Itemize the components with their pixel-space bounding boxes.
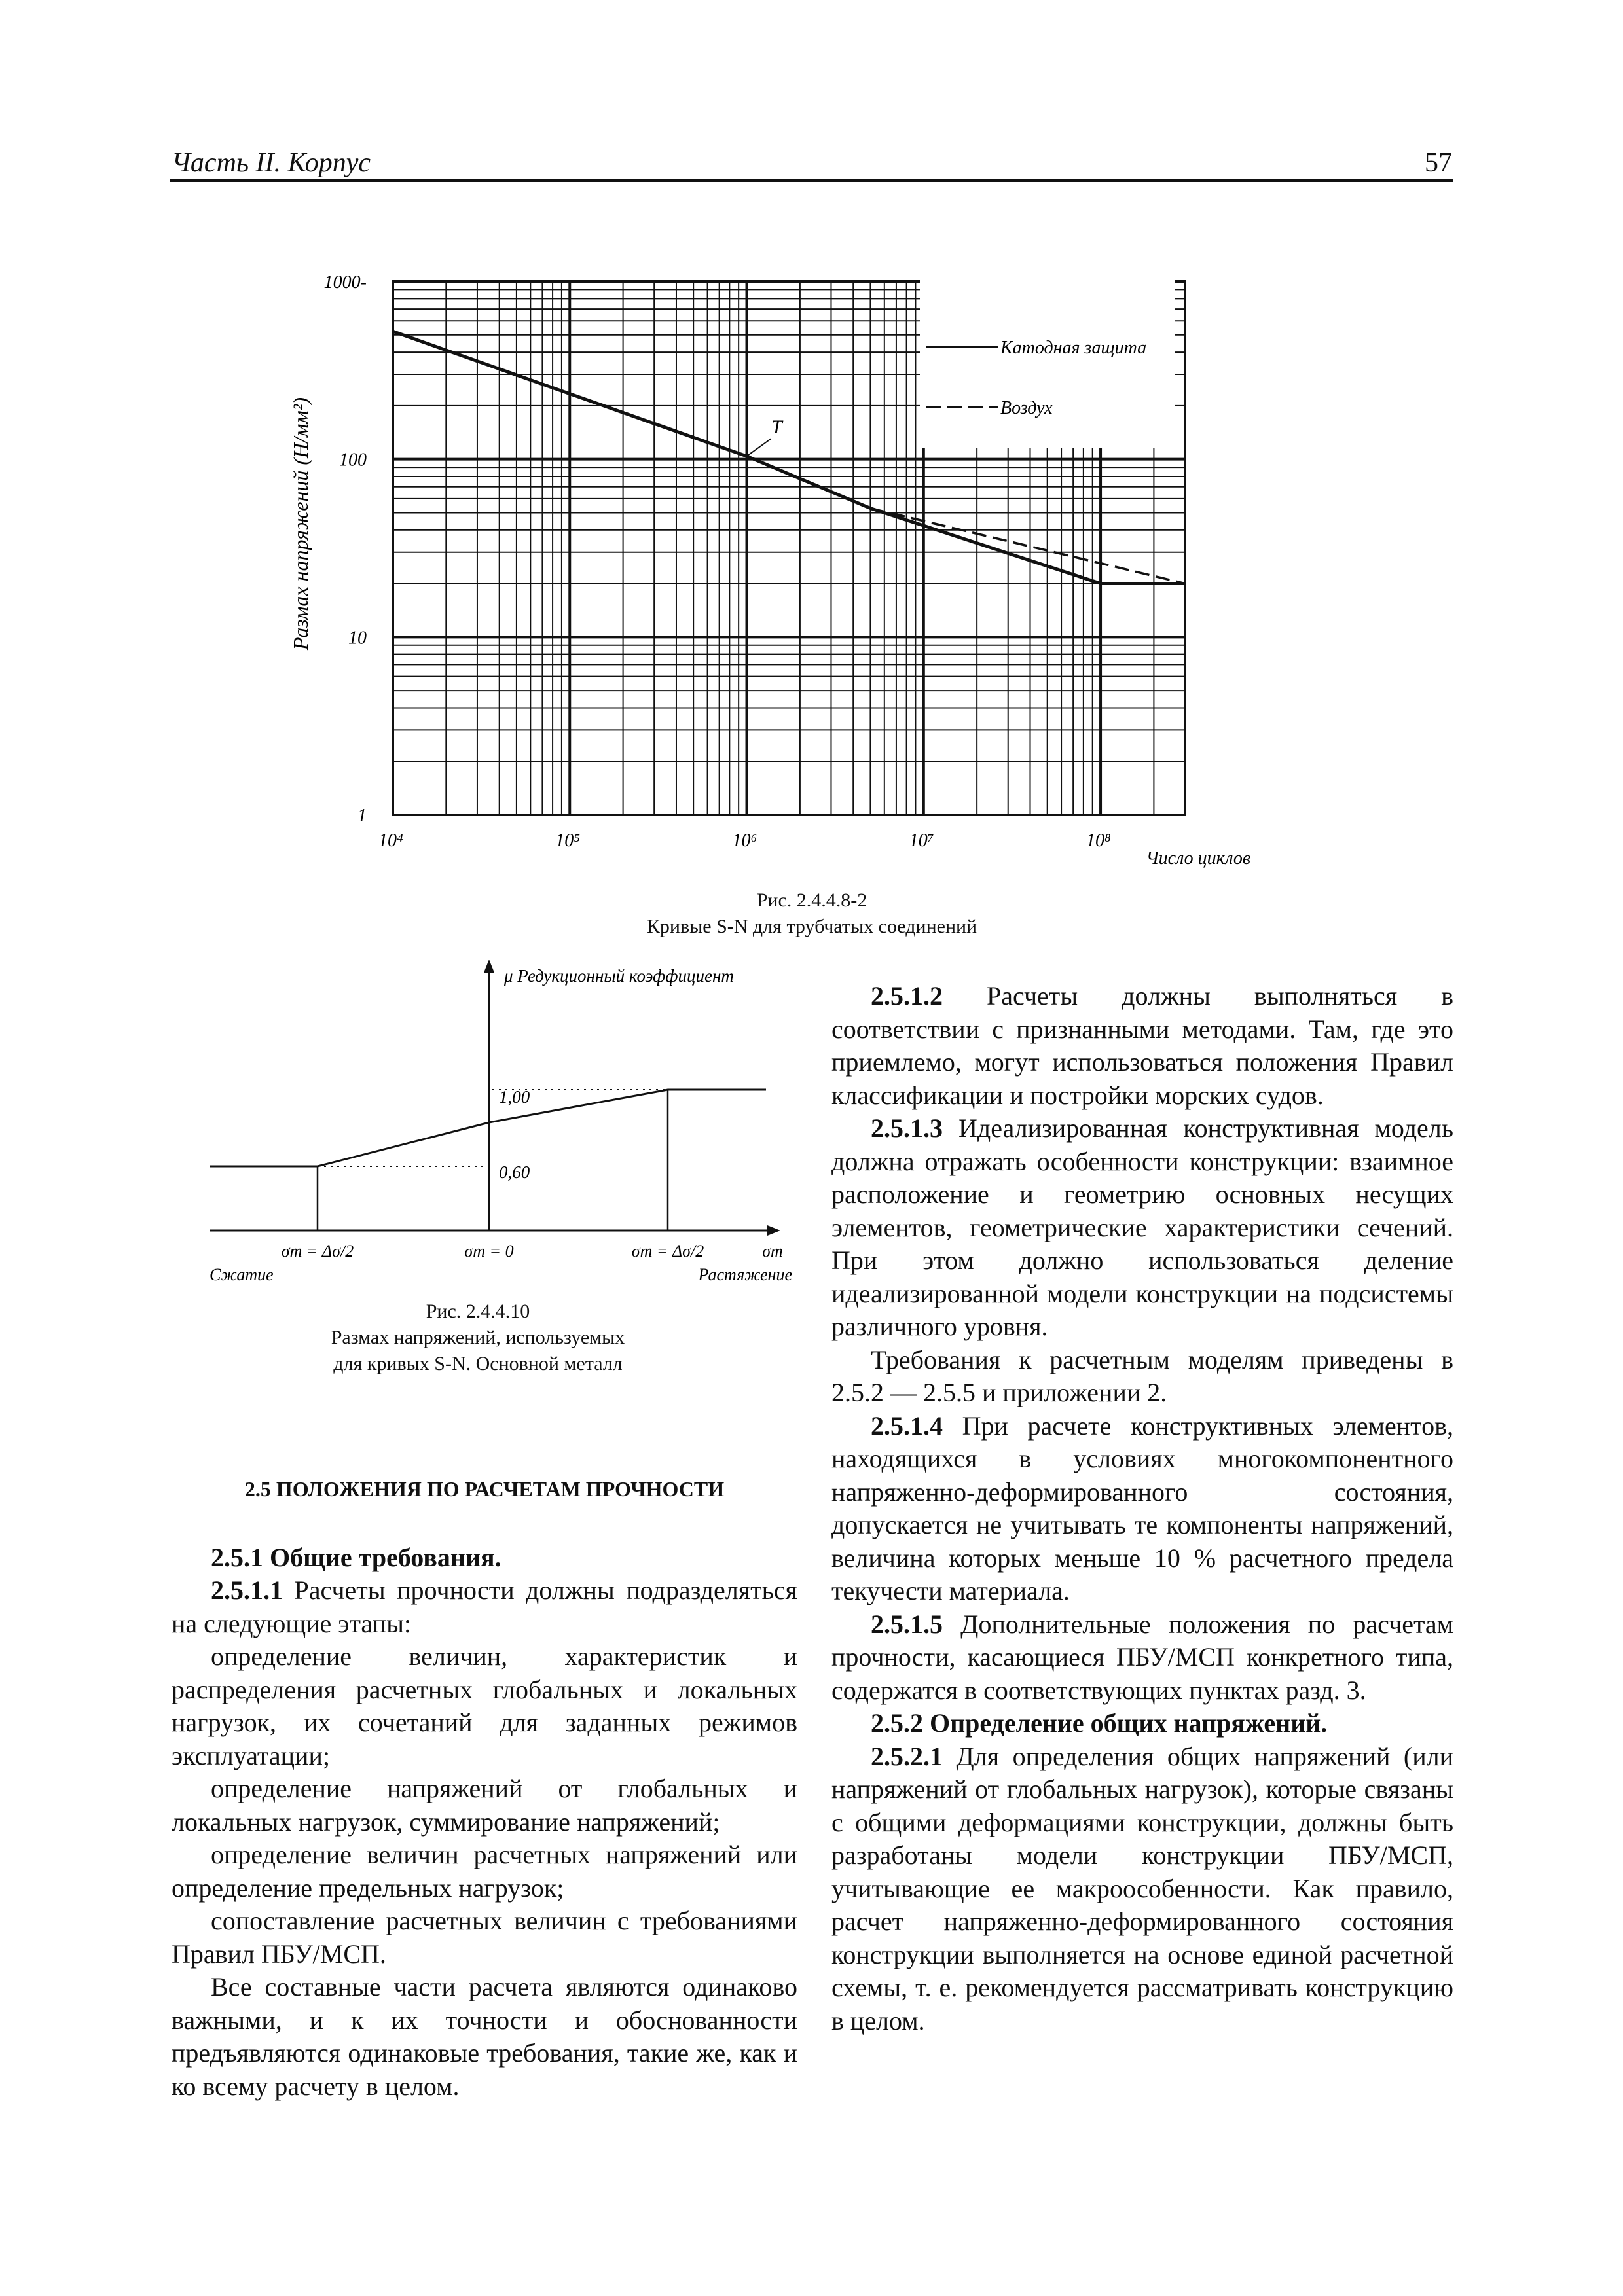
legend-item-cathodic: Катодная защита: [1000, 338, 1147, 358]
reduction-diagram: [196, 956, 812, 1296]
value-060: 0,60: [499, 1162, 530, 1182]
paragraph-2-5-1-1: 2.5.1.1 Расчеты прочности должны подразделяться на следующие этапы:: [172, 1575, 797, 1638]
running-header: Часть II. Корпус: [172, 148, 371, 178]
list-item-2: определение напряжений от глобальных и локальных нагрузок, суммирование напряжений;: [172, 1774, 797, 1837]
paragraph-requirements: Требования к расчетным моделям приведены в 2.5.2 — 2.5.5 и приложении 2.: [831, 1344, 1453, 1407]
x-label-zero: σm = 0: [464, 1242, 514, 1261]
y-tick-label: 1000-: [323, 272, 367, 293]
mu-curve: [210, 1090, 766, 1166]
y-tick-label: 100: [339, 450, 367, 471]
y-axis-label: Размах напряжений (Н/мм²): [289, 397, 312, 651]
legend-item-air: Воздух: [1000, 398, 1053, 418]
right-column: [831, 980, 1453, 2037]
paragraph-2-5-1-3: 2.5.1.3 Идеализированная конструктивная модель должна отражать особенности конструкции: взаимное расположение и геометрию основных несущих элементов, геометрические характеристики сечений. При этом должно использоваться деление идеализированной модели конструкции на подсистемы различного уровня.: [831, 1113, 1453, 1341]
value-100: 1,00: [499, 1087, 530, 1107]
list-item-1: определение величин, характеристик и распределения расчетных глобальных и локальных нагрузок, их сочетаний для заданных режимов эксплуатации;: [172, 1641, 797, 1770]
legend-box: [920, 279, 1175, 448]
subsection-2-5-2: 2.5.2 Определение общих напряжений.: [871, 1708, 1328, 1738]
figure1-caption-title: Кривые S-N для трубчатых соединений: [646, 916, 977, 937]
list-item-3: определение величин расчетных напряжений или определение предельных нагрузок;: [172, 1840, 797, 1903]
paragraph-2-5-1-2: 2.5.1.2 Расчеты должны выполняться в соответствии с признанными методами. Там, где это приемлемо, могут использоваться положения Правил классификации и постройки морских судов.: [831, 981, 1453, 1110]
x-label-pos: σm = Δσ/2: [631, 1242, 704, 1261]
x-axis-symbol: σm: [762, 1242, 783, 1261]
mu-axis-label: μ Редукционный коэффициент: [504, 966, 734, 986]
sigma-axis-arrow: [767, 1225, 780, 1236]
x-tick-label: 10⁷: [909, 831, 934, 851]
paragraph-2-5-1-4: 2.5.1.4 При расчете конструктивных элементов, находящихся в условиях многокомпонентного напряженно-деформированного состояния, допускается не учитывать те компоненты напряжений, величина которых меньше 10 % расчетного предела текучести материала.: [831, 1410, 1453, 1605]
subsection-2-5-1: 2.5.1 Общие требования.: [211, 1542, 501, 1572]
left-column: [172, 1473, 797, 2103]
point-annotation: T: [771, 416, 782, 438]
x-tick-label: 10⁸: [1086, 831, 1111, 851]
x-tick-label: 10⁴: [378, 831, 403, 851]
list-item-4: сопоставление расчетных величин с требованиями Правил ПБУ/МСП.: [172, 1906, 797, 1969]
series-line-1: [870, 509, 1185, 584]
paragraph-all-parts: Все составные части расчета являются одинаково важными, и к их точности и обоснованности предъявляются одинаковые требования, такие же, как и ко всему расчету в целом.: [172, 1972, 797, 2101]
y-tick-label: 1: [357, 806, 367, 826]
tension-label: Растяжение: [698, 1265, 792, 1284]
x-tick-label: 10⁶: [732, 831, 757, 851]
figure2-caption-number: Рис. 2.4.4.10: [426, 1300, 530, 1322]
x-label-neg: σm = Δσ/2: [281, 1242, 354, 1261]
figure1-caption-number: Рис. 2.4.4.8-2: [756, 889, 867, 911]
x-axis-label: Число циклов: [1146, 848, 1250, 869]
figure2-caption-line3: для кривых S-N. Основной металл: [333, 1353, 623, 1374]
annotation-leader: [747, 439, 771, 456]
section-title: 2.5 ПОЛОЖЕНИЯ ПО РАСЧЕТАМ ПРОЧНОСТИ: [244, 1477, 725, 1501]
paragraph-2-5-2-1: 2.5.2.1 Для определения общих напряжений (или напряжений от глобальных нагрузок), которые связаны с общими деформациями конструкции, должны быть разработаны модели конструкции ПБУ/МСП, учитывающие ее макроособенности. Как правило, расчет напряженно-деформированного состояния конструкции выполняется на основе единой расчетной схемы, т. е. рекомендуется рассматривать конструкцию в целом.: [831, 1741, 1453, 2036]
mu-axis-arrow: [484, 960, 494, 973]
x-tick-label: 10⁵: [555, 831, 580, 851]
page-number: 57: [1425, 148, 1452, 178]
figure2-caption-line2: Размах напряжений, используемых: [331, 1327, 625, 1348]
sn-chart: [262, 262, 1283, 890]
paragraph-2-5-1-5: 2.5.1.5 Дополнительные положения по расчетам прочности, касающиеся ПБУ/МСП конкретного типа, содержатся в соответствующих пунктах разд. 3.: [831, 1609, 1453, 1705]
y-tick-label: 10: [348, 628, 367, 649]
header-rule: [170, 179, 1453, 182]
compression-label: Сжатие: [210, 1265, 274, 1284]
